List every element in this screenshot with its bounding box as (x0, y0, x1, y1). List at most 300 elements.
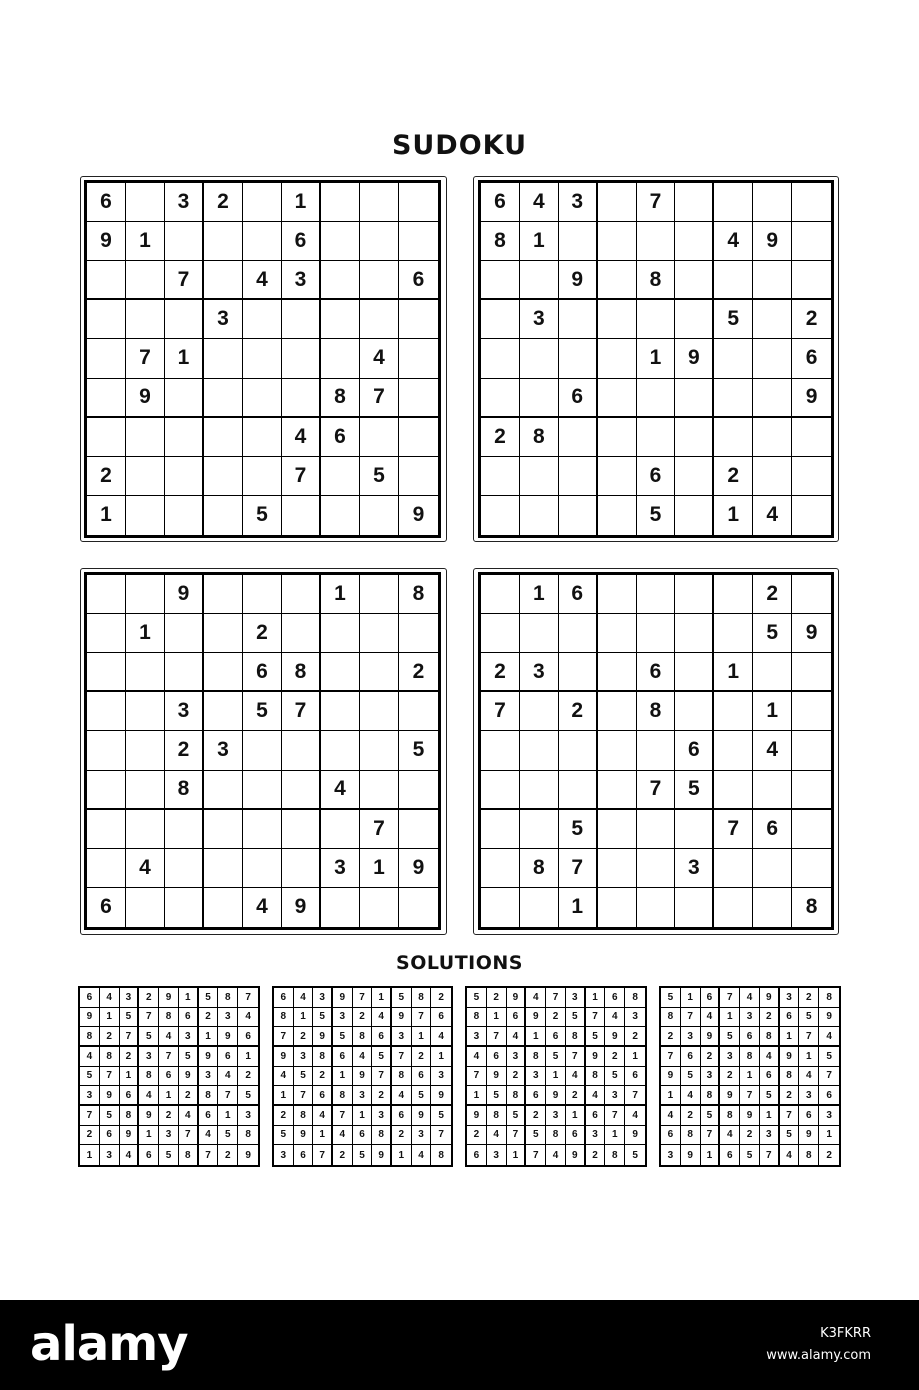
sudoku-cell (243, 575, 282, 614)
sudoku-cell: 4 (372, 1008, 392, 1028)
sudoku-cell (282, 496, 321, 535)
sudoku-cell (165, 222, 204, 261)
sudoku-cell: 5 (720, 1027, 740, 1047)
sudoku-cell: 9 (313, 1027, 333, 1047)
sudoku-cell: 1 (238, 1047, 258, 1067)
footer-url[interactable]: www.alamy.com (766, 1348, 871, 1363)
sudoku-cell (481, 771, 520, 810)
sudoku-cell: 3 (819, 1106, 839, 1126)
sudoku-cell (714, 575, 753, 614)
sudoku-cell: 2 (87, 457, 126, 496)
sudoku-cell: 1 (625, 1047, 645, 1067)
sudoku-cell: 6 (559, 379, 598, 418)
sudoku-cell (321, 261, 360, 300)
sudoku-cell (714, 771, 753, 810)
sudoku-cell (204, 496, 243, 535)
sudoku-cell (714, 888, 753, 927)
sudoku-cell (598, 222, 637, 261)
sudoku-cell (360, 692, 399, 731)
sudoku-cell: 9 (526, 1008, 546, 1028)
sudoku-cell: 3 (218, 1008, 238, 1028)
sudoku-cell: 4 (720, 1126, 740, 1146)
sudoku-cell: 8 (819, 988, 839, 1008)
sudoku-cell: 3 (294, 1047, 314, 1067)
sudoku-cell: 8 (282, 653, 321, 692)
sudoku-cell (399, 888, 438, 927)
sudoku-cell: 3 (431, 1067, 451, 1087)
sudoku-cell: 9 (87, 222, 126, 261)
sudoku-cell: 7 (372, 1067, 392, 1087)
sudoku-cell: 6 (546, 1027, 566, 1047)
sudoku-cell: 9 (333, 988, 353, 1008)
sudoku-cell: 6 (333, 1047, 353, 1067)
sudoku-cell (598, 849, 637, 888)
sudoku-cell: 5 (637, 496, 676, 535)
sudoku-cell: 2 (238, 1067, 258, 1087)
sudoku-cell: 3 (238, 1106, 258, 1126)
sudoku-cell (321, 183, 360, 222)
sudoku-cell: 2 (100, 1027, 120, 1047)
sudoku-cell: 9 (274, 1047, 294, 1067)
sudoku-cell: 2 (372, 1086, 392, 1106)
sudoku-cell: 1 (487, 1008, 507, 1028)
sudoku-cell: 5 (243, 692, 282, 731)
sudoku-cell (360, 888, 399, 927)
sudoku-cell: 4 (487, 1126, 507, 1146)
sudoku-cell: 5 (675, 771, 714, 810)
sudoku-cell (714, 261, 753, 300)
sudoku-cell: 9 (566, 1145, 586, 1165)
sudoku-cell (520, 731, 559, 770)
sudoku-cell: 5 (566, 1008, 586, 1028)
sudoku-cell: 8 (294, 1106, 314, 1126)
sudoku-cell (792, 418, 831, 457)
sudoku-cell: 1 (431, 1047, 451, 1067)
sudoku-cell: 6 (282, 222, 321, 261)
sudoku-cell (792, 457, 831, 496)
sudoku-cell: 6 (481, 183, 520, 222)
sudoku-cell (165, 496, 204, 535)
sudoku-cell: 2 (80, 1126, 100, 1146)
sudoku-cell: 9 (487, 1067, 507, 1087)
sudoku-cell: 2 (467, 1126, 487, 1146)
sudoku-cell: 7 (637, 771, 676, 810)
sudoku-cell: 3 (701, 1067, 721, 1087)
sudoku-cell: 4 (714, 222, 753, 261)
sudoku-cell (126, 575, 165, 614)
sudoku-cell: 9 (586, 1047, 606, 1067)
sudoku-cell: 3 (204, 300, 243, 339)
sudoku-cell (321, 810, 360, 849)
sudoku-cell: 9 (819, 1008, 839, 1028)
sudoku-cell (792, 731, 831, 770)
sudoku-cell: 9 (372, 1145, 392, 1165)
sudoku-cell: 3 (487, 1145, 507, 1165)
sudoku-cell (321, 457, 360, 496)
sudoku-cell (481, 888, 520, 927)
sudoku-cell: 6 (80, 988, 100, 1008)
sudoku-cell (637, 379, 676, 418)
sudoku-cell: 7 (199, 1145, 219, 1165)
sudoku-cell: 2 (605, 1047, 625, 1067)
sudoku-cell: 6 (218, 1047, 238, 1067)
sudoku-cell: 1 (360, 849, 399, 888)
sudoku-cell (87, 692, 126, 731)
alamy-logo[interactable]: alamy (30, 1316, 188, 1372)
sudoku-cell: 5 (360, 457, 399, 496)
sudoku-cell (282, 849, 321, 888)
sudoku-cell: 9 (294, 1126, 314, 1146)
sudoku-cell: 4 (520, 183, 559, 222)
sudoku-cell: 4 (218, 1067, 238, 1087)
sudoku-cell: 7 (392, 1047, 412, 1067)
sudoku-cell (204, 339, 243, 378)
sudoku-cell (360, 614, 399, 653)
sudoku-cell: 6 (412, 1067, 432, 1087)
sudoku-cell (598, 810, 637, 849)
sudoku-cell (675, 653, 714, 692)
sudoku-cell (481, 300, 520, 339)
sudoku-cell: 9 (399, 849, 438, 888)
sudoku-cell: 7 (412, 1008, 432, 1028)
sudoku-cell (753, 418, 792, 457)
sudoku-cell: 5 (799, 1008, 819, 1028)
sudoku-cell (481, 731, 520, 770)
sudoku-cell: 1 (819, 1126, 839, 1146)
sudoku-cell: 2 (753, 575, 792, 614)
sudoku-cell (714, 731, 753, 770)
sudoku-cell: 7 (238, 988, 258, 1008)
sudoku-cell: 4 (431, 1027, 451, 1047)
sudoku-cell: 2 (313, 1067, 333, 1087)
sudoku-cell: 2 (399, 653, 438, 692)
sudoku-cell: 9 (753, 222, 792, 261)
sudoku-cell: 1 (799, 1047, 819, 1067)
sudoku-cell: 9 (179, 1067, 199, 1087)
sudoku-cell: 6 (487, 1047, 507, 1067)
sudoku-cell (321, 496, 360, 535)
sudoku-cell: 6 (637, 457, 676, 496)
solution-grid-1 (78, 986, 260, 1167)
sudoku-cell: 2 (826, 1149, 832, 1161)
sudoku-cell: 2 (431, 988, 451, 1008)
sudoku-cell: 4 (313, 1106, 333, 1126)
sudoku-cell: 5 (780, 1126, 800, 1146)
sudoku-cell (204, 692, 243, 731)
sudoku-cell: 9 (218, 1027, 238, 1047)
sudoku-cell: 8 (566, 1027, 586, 1047)
sudoku-cell (360, 575, 399, 614)
solution-grid-3 (465, 986, 647, 1167)
sudoku-cell (360, 496, 399, 535)
sudoku-cell (204, 457, 243, 496)
sudoku-cell: 2 (165, 731, 204, 770)
sudoku-cell: 9 (199, 1047, 219, 1067)
sudoku-cell: 7 (740, 1086, 760, 1106)
sudoku-cell: 4 (238, 1008, 258, 1028)
sudoku-cell (481, 496, 520, 535)
sudoku-cell: 1 (720, 1008, 740, 1028)
sudoku-cell: 3 (165, 183, 204, 222)
sudoku-cell: 7 (218, 1086, 238, 1106)
sudoku-cell (204, 575, 243, 614)
sudoku-cell: 8 (372, 1126, 392, 1146)
sudoku-cell: 6 (661, 1126, 681, 1146)
sudoku-cell: 9 (780, 1047, 800, 1067)
sudoku-cell (399, 614, 438, 653)
sudoku-cell: 4 (243, 261, 282, 300)
sudoku-cell: 9 (100, 1086, 120, 1106)
sudoku-cell: 1 (753, 692, 792, 731)
sudoku-cell (792, 692, 831, 731)
solutions-title: SOLUTIONS (396, 952, 523, 974)
sudoku-cell: 3 (204, 731, 243, 770)
sudoku-cell: 6 (87, 888, 126, 927)
sudoku-cell: 8 (159, 1008, 179, 1028)
sudoku-cell: 9 (760, 988, 780, 1008)
sudoku-cell: 1 (321, 575, 360, 614)
sudoku-cell (792, 261, 831, 300)
sudoku-cell: 2 (333, 1145, 353, 1165)
sudoku-cell (165, 888, 204, 927)
sudoku-cell (321, 300, 360, 339)
sudoku-cell (243, 300, 282, 339)
sudoku-cell: 2 (274, 1106, 294, 1126)
sudoku-cell: 8 (179, 1145, 199, 1165)
sudoku-cell (399, 183, 438, 222)
sudoku-cell (399, 457, 438, 496)
sudoku-cell (637, 418, 676, 457)
sudoku-cell (243, 849, 282, 888)
sudoku-cell: 7 (559, 849, 598, 888)
sudoku-cell: 1 (760, 1106, 780, 1126)
sudoku-cell: 4 (546, 1145, 566, 1165)
sudoku-cell (637, 888, 676, 927)
sudoku-cell: 1 (80, 1145, 100, 1165)
sudoku-cell (792, 496, 831, 535)
sudoku-puzzle-1 (84, 180, 441, 538)
sudoku-cell: 7 (481, 692, 520, 731)
sudoku-cell: 7 (313, 1145, 333, 1165)
sudoku-cell: 2 (243, 614, 282, 653)
sudoku-cell: 5 (467, 988, 487, 1008)
sudoku-cell (481, 339, 520, 378)
sudoku-cell (792, 183, 831, 222)
sudoku-cell: 7 (179, 1126, 199, 1146)
sudoku-cell: 1 (294, 1008, 314, 1028)
sudoku-cell (126, 183, 165, 222)
sudoku-cell (559, 771, 598, 810)
sudoku-cell: 6 (139, 1145, 159, 1165)
sudoku-cell: 1 (372, 988, 392, 1008)
sudoku-cell: 7 (681, 1008, 701, 1028)
sudoku-cell: 3 (139, 1047, 159, 1067)
sudoku-cell (753, 379, 792, 418)
sudoku-cell: 7 (431, 1126, 451, 1146)
sudoku-cell: 3 (120, 988, 140, 1008)
sudoku-cell (481, 457, 520, 496)
sudoku-cell (360, 261, 399, 300)
sudoku-cell: 9 (412, 503, 425, 527)
sudoku-cell: 3 (546, 1106, 566, 1126)
sudoku-cell: 2 (218, 1145, 238, 1165)
sudoku-cell (481, 614, 520, 653)
sudoku-cell: 8 (637, 261, 676, 300)
sudoku-cell: 7 (139, 1008, 159, 1028)
sudoku-cell: 2 (392, 1126, 412, 1146)
sudoku-cell: 8 (199, 1086, 219, 1106)
sudoku-cell: 8 (139, 1067, 159, 1087)
footer-bar (0, 1300, 919, 1390)
sudoku-cell: 9 (431, 1086, 451, 1106)
sudoku-cell: 7 (274, 1027, 294, 1047)
sudoku-cell: 2 (625, 1027, 645, 1047)
sudoku-cell (598, 575, 637, 614)
sudoku-cell: 8 (720, 1106, 740, 1126)
sudoku-cell (282, 614, 321, 653)
sudoku-cell (792, 771, 831, 810)
sudoku-cell: 3 (274, 1145, 294, 1165)
sudoku-cell: 5 (546, 1047, 566, 1067)
sudoku-cell (87, 261, 126, 300)
sudoku-cell (243, 379, 282, 418)
sudoku-cell: 1 (100, 1008, 120, 1028)
sudoku-cell: 7 (701, 1126, 721, 1146)
sudoku-cell (559, 653, 598, 692)
sudoku-cell: 3 (520, 300, 559, 339)
sudoku-cell: 9 (245, 1149, 251, 1161)
sudoku-cell: 4 (605, 1008, 625, 1028)
sudoku-cell: 7 (100, 1067, 120, 1087)
sudoku-cell: 1 (740, 1067, 760, 1087)
sudoku-cell (399, 222, 438, 261)
sudoku-cell (87, 771, 126, 810)
sudoku-cell (559, 418, 598, 457)
sudoku-cell (126, 888, 165, 927)
sudoku-cell (675, 379, 714, 418)
sudoku-cell: 4 (799, 1067, 819, 1087)
sudoku-cell: 6 (274, 988, 294, 1008)
sudoku-cell (126, 810, 165, 849)
sudoku-cell: 2 (120, 1047, 140, 1067)
sudoku-cell: 1 (274, 1086, 294, 1106)
sudoku-cell: 1 (780, 1027, 800, 1047)
sudoku-cell: 2 (559, 692, 598, 731)
sudoku-cell (714, 692, 753, 731)
sudoku-puzzle-4 (478, 572, 834, 930)
sudoku-cell: 3 (100, 1145, 120, 1165)
sudoku-cell: 1 (566, 1106, 586, 1126)
sudoku-cell (360, 653, 399, 692)
sudoku-cell: 9 (675, 339, 714, 378)
sudoku-cell: 2 (566, 1086, 586, 1106)
sudoku-cell: 7 (282, 457, 321, 496)
sudoku-cell: 2 (179, 1086, 199, 1106)
sudoku-cell: 6 (238, 1027, 258, 1047)
sudoku-cell: 3 (412, 1126, 432, 1146)
sudoku-cell: 6 (760, 1067, 780, 1087)
sudoku-cell (321, 692, 360, 731)
sudoku-cell: 3 (165, 692, 204, 731)
sudoku-cell (243, 339, 282, 378)
sudoku-cell: 3 (159, 1126, 179, 1146)
sudoku-cell: 7 (586, 1008, 606, 1028)
sudoku-cell: 6 (780, 1008, 800, 1028)
sudoku-cell: 7 (819, 1067, 839, 1087)
sudoku-cell: 4 (333, 1126, 353, 1146)
sudoku-cell: 6 (467, 1145, 487, 1165)
sudoku-cell (126, 496, 165, 535)
sudoku-cell: 8 (760, 1027, 780, 1047)
sudoku-cell: 3 (661, 1145, 681, 1165)
sudoku-cell: 1 (282, 183, 321, 222)
sudoku-cell: 5 (294, 1067, 314, 1087)
sudoku-cell: 9 (559, 261, 598, 300)
sudoku-cell (165, 418, 204, 457)
sudoku-cell: 8 (605, 1145, 625, 1165)
sudoku-cell: 4 (526, 988, 546, 1008)
sudoku-cell (675, 222, 714, 261)
sudoku-cell: 1 (546, 1067, 566, 1087)
sudoku-cell: 6 (431, 1008, 451, 1028)
sudoku-cell (559, 222, 598, 261)
sudoku-cell: 9 (701, 1027, 721, 1047)
sudoku-cell: 6 (559, 575, 598, 614)
sudoku-cell: 5 (559, 810, 598, 849)
sudoku-cell (637, 300, 676, 339)
sudoku-cell (321, 339, 360, 378)
sudoku-cell: 5 (714, 300, 753, 339)
sudoku-cell: 2 (294, 1027, 314, 1047)
sudoku-cell: 3 (353, 1086, 373, 1106)
sudoku-cell (637, 731, 676, 770)
sudoku-cell: 7 (507, 1126, 527, 1146)
sudoku-cell (637, 810, 676, 849)
sudoku-cell: 4 (159, 1027, 179, 1047)
sudoku-cell: 1 (637, 339, 676, 378)
sudoku-cell: 5 (353, 1145, 373, 1165)
sudoku-cell (559, 731, 598, 770)
sudoku-cell: 9 (661, 1067, 681, 1087)
sudoku-cell: 4 (360, 339, 399, 378)
sudoku-cell: 6 (566, 1126, 586, 1146)
sudoku-cell: 4 (126, 849, 165, 888)
sudoku-cell: 7 (333, 1106, 353, 1126)
sudoku-cell (204, 614, 243, 653)
sudoku-cell: 3 (179, 1027, 199, 1047)
sudoku-cell: 7 (625, 1086, 645, 1106)
sudoku-cell: 5 (120, 1008, 140, 1028)
sudoku-cell (360, 771, 399, 810)
sudoku-cell (204, 849, 243, 888)
sudoku-cell: 5 (526, 1126, 546, 1146)
sudoku-cell (598, 457, 637, 496)
sudoku-cell (481, 261, 520, 300)
sudoku-cell (87, 339, 126, 378)
sudoku-cell: 1 (199, 1027, 219, 1047)
sudoku-cell: 1 (701, 1145, 721, 1165)
sudoku-cell (87, 810, 126, 849)
sudoku-cell: 1 (218, 1106, 238, 1126)
sudoku-cell: 8 (701, 1086, 721, 1106)
sudoku-cell (165, 653, 204, 692)
sudoku-cell: 5 (760, 1086, 780, 1106)
sudoku-cell: 7 (637, 183, 676, 222)
sudoku-cell (165, 379, 204, 418)
sudoku-cell: 6 (720, 1145, 740, 1165)
sudoku-cell: 8 (321, 379, 360, 418)
sudoku-cell: 2 (481, 653, 520, 692)
